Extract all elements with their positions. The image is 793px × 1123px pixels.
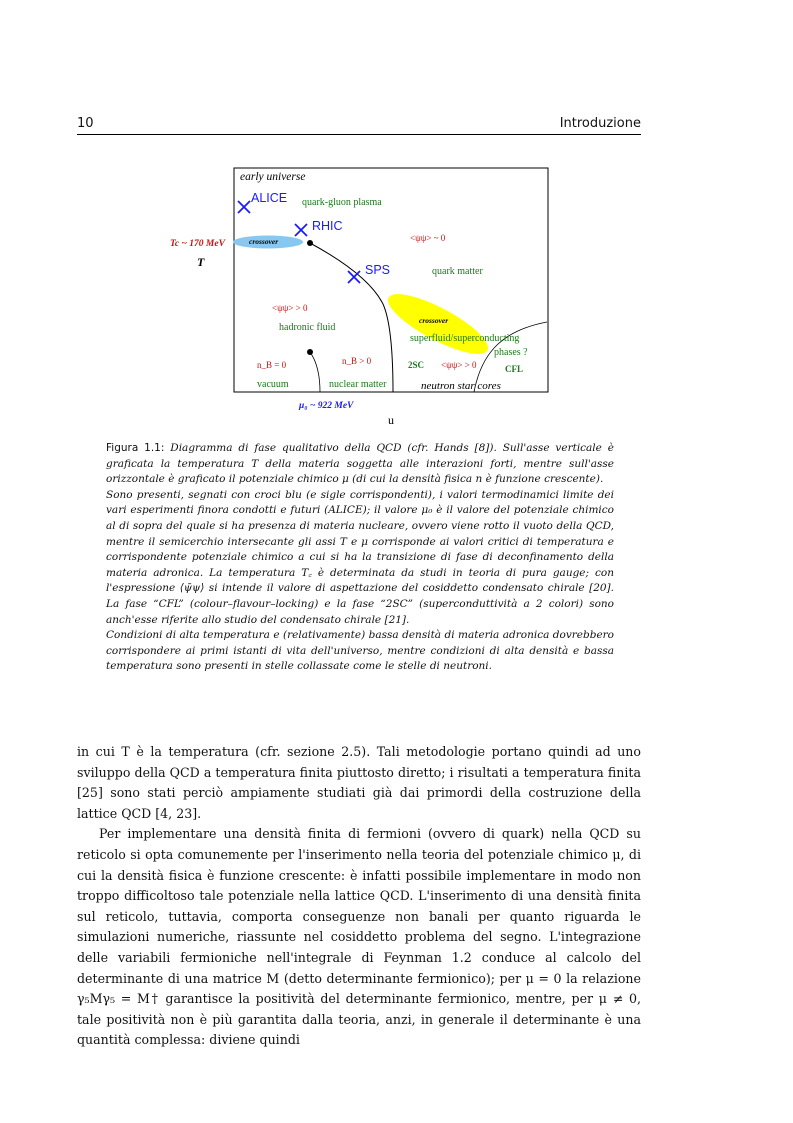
mu0-label: μ₀ ~ 922 MeV (299, 401, 354, 411)
condensate-hadronic-label: <ψψ> > 0 (272, 303, 308, 313)
body-paragraph-2: Per implementare una densità finita di fermioni (ovvero di quark) nella QCD su reticolo si opta comunemente per l'inserimento nella teoria del potenziale chimico μ, di cui la densità fisica è funzione crescente: è infatti possibile implementare in modo non troppo difficoltoso tale potenziale nella lattice QCD. L'inserimento di una densità finita sul reticolo, tuttavia, comporta conseguenze non banali per quanto riguarda le simulazioni numeriche, riassunte nel cosiddetto problema del segno. L'integrazione delle variabili fermioniche nell'integrale di Feynman 1.2 conduce al calcolo del determinante di una matrice M (detto determinante fermionico); per μ = 0 la relazione γ₅Mγ₅ = M† garantisce la positività del determinante fermionico, mentre, per μ ≠ 0, tale positività non è più garantita dalla teoria, anzi, in generale il determinante è una quantità complessa: diviene quindi (77, 826, 641, 1048)
body-text (77, 742, 641, 1051)
tc-label: Tc ~ 170 MeV (170, 239, 225, 249)
body-paragraph-1: in cui T è la temperatura (cfr. sezione 2.5). Tali metodologie portano quindi ad uno sviluppo della QCD a temperatura finita piuttosto diretto; i risultati a temperatura finita [25] sono stati perciò ampiamente studiati già dai primordi della costruzione della lattice QCD [4, 23]. (77, 744, 641, 821)
condensate-2sc-label: <ψψ> > 0 (441, 360, 477, 370)
neutron-star-label: neutron star cores (421, 380, 501, 392)
rhic-label: RHIC (312, 219, 343, 233)
mu-axis-label: u (388, 413, 394, 427)
caption-paragraph-1: Diagramma di fase qualitativo della QCD (cfr. Hands [8]). Sull'asse verticale è graficata la temperatura T della materia soggetta alle interazioni forti, mentre sull'asse orizzontale è graficato il potenziale chimico μ (di cui la densità fisica n è funzione crescente). (106, 442, 614, 486)
quark-matter-label: quark matter (432, 266, 483, 277)
caption-paragraph-2: Sono presenti, segnati con croci blu (e sigle corrispondenti), i valori termodinamici limite dei vari esperimenti finora condotti e futuri (ALICE); il valore μ₀ è il valore del potenziale chimico al di sopra del quale si ha presenza di materia nucleare, ovvero viene rotto il vuoto della QCD, mentre il semicerchio intersecante gli assi T e μ corrisponde ai valori critici di temperatura e corrispondente potenziale chimico a cui si ha la transizione di fase di deconfinamento della materia adronica. La temperatura T꜀ è determinata da studi in teoria di pura gauge; con l'espressione ⟨ψ̄ψ⟩ si intende il valore di aspettazione del cosiddetto condensato chirale [20]. La fase “CFL” (colour–flavour–locking) e la fase “2SC” (superconduttività a 2 colori) sono anch'esse riferite allo studio del condensato chirale [21]. (106, 488, 614, 626)
cfl-label: CFL (505, 364, 523, 374)
alice-label: ALICE (251, 191, 288, 205)
figure-caption (106, 441, 614, 675)
running-title: Introduzione (559, 116, 641, 131)
caption-paragraph-3: Condizioni di alta temperatura e (relativamente) bassa densità di materia adronica dovrebbero corrispondere ai primi istanti di vita dell'universo, mentre condizioni di alta densità e bassa temperatura sono presenti in stelle collassate come le stelle di neutroni. (106, 629, 614, 673)
caption-label: Figura 1.1: (106, 442, 165, 454)
condensate-zero-label: <ψψ> ~ 0 (410, 233, 446, 243)
sps-cross (348, 271, 360, 283)
crossover-label-1: crossover (249, 237, 279, 246)
density-zero-label: n_B = 0 (257, 360, 287, 370)
page-number: 10 (77, 116, 94, 131)
crossover-label-2: crossover (419, 316, 449, 325)
alice-cross (238, 201, 250, 213)
critical-point (307, 240, 313, 246)
vacuum-label: vacuum (257, 379, 289, 390)
early-universe-label: early universe (240, 171, 306, 183)
density-positive-label: n_B > 0 (342, 356, 372, 366)
phases-label: phases ? (494, 347, 528, 358)
nuclear-matter-line (310, 352, 320, 392)
rhic-cross (295, 224, 307, 236)
sps-label: SPS (365, 263, 391, 277)
phase-diagram-svg (0, 0, 793, 440)
nuclear-onset-point (307, 349, 313, 355)
hadronic-fluid-label: hadronic fluid (279, 322, 336, 333)
qgp-label: quark-gluon plasma (302, 197, 382, 208)
nuclear-matter-label: nuclear matter (329, 379, 387, 390)
superfluid-label: superfluid/superconducting (410, 333, 520, 344)
t-axis-label: T (197, 255, 205, 269)
2sc-label: 2SC (408, 360, 425, 370)
